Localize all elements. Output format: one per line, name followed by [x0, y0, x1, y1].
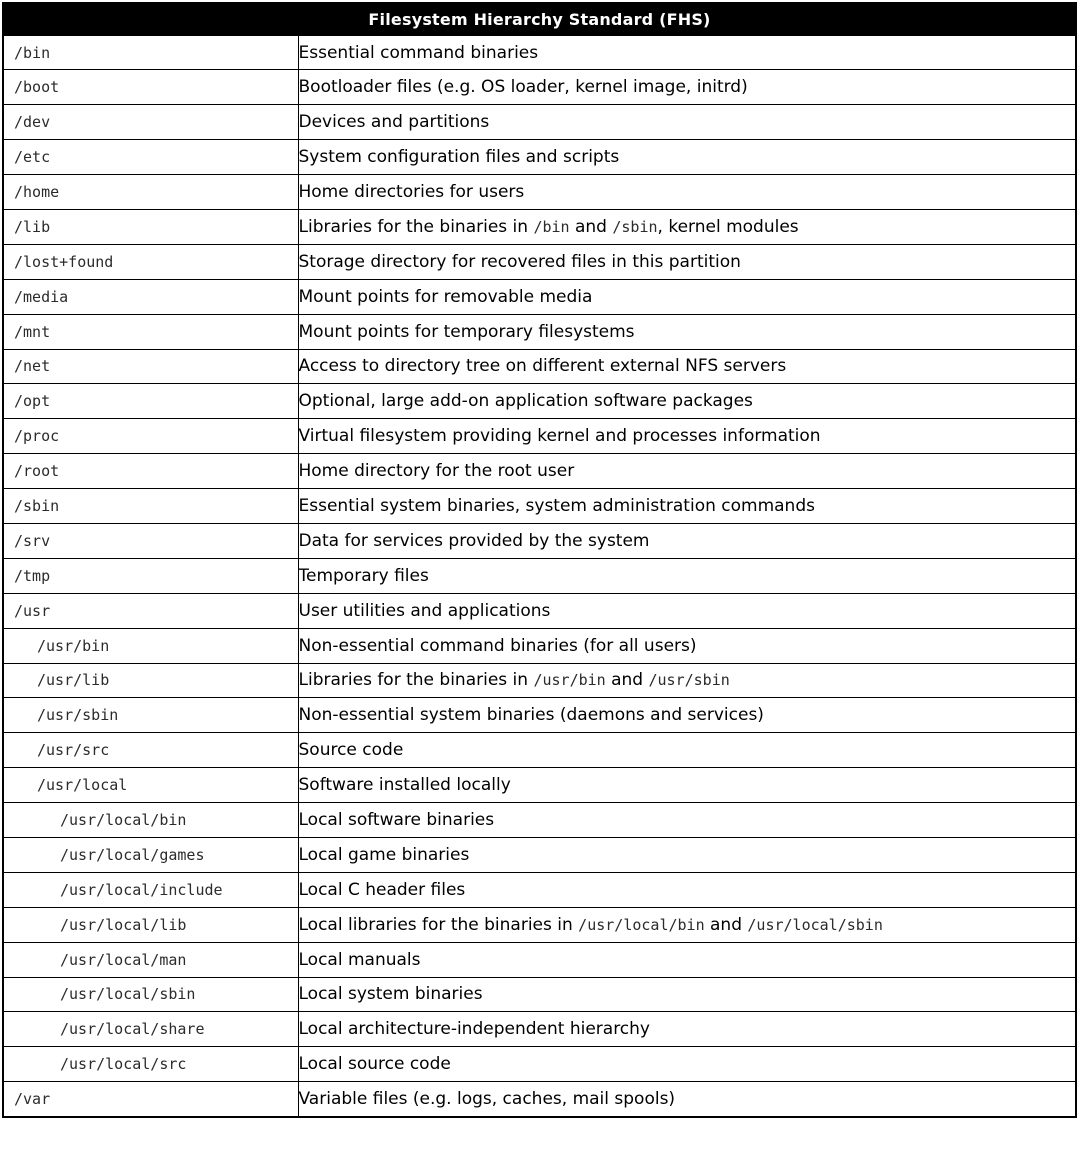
path-cell: /usr/bin [3, 628, 298, 663]
description-text: Local system binaries [298, 984, 483, 1005]
table-row [3, 768, 1076, 803]
description-cell [298, 140, 1076, 175]
description-text: Libraries for the binaries in [298, 216, 534, 237]
description-cell [298, 698, 1076, 733]
description-text: Home directories for users [298, 182, 525, 202]
table-row [3, 70, 1076, 105]
description-text: Software installed locally [298, 775, 511, 796]
table-row [3, 384, 1076, 419]
table-row [3, 279, 1076, 314]
description-text: Temporary files [298, 565, 429, 586]
description-cell [298, 593, 1076, 628]
path-cell: /proc [3, 419, 298, 454]
description-cell [298, 942, 1076, 977]
description-cell [298, 209, 1076, 244]
description-text: Local source code [298, 1054, 451, 1075]
inline-path-text: /sbin [612, 217, 658, 236]
table-row [3, 35, 1076, 70]
description-text: Local manuals [298, 949, 421, 970]
description-text: and [605, 670, 649, 691]
description-cell [298, 558, 1076, 593]
description-text: Data for services provided by the system [298, 530, 650, 551]
description-text: Essential command binaries [298, 42, 539, 63]
path-cell: /usr/local/games [3, 837, 298, 872]
description-text: Optional, large add-on application software packages [298, 391, 753, 412]
description-text: Local architecture-independent hierarchy [298, 1019, 650, 1040]
description-cell [298, 70, 1076, 105]
path-cell: /usr/local/include [3, 872, 298, 907]
path-cell: /usr/lib [3, 663, 298, 698]
description-cell [298, 244, 1076, 279]
description-cell [298, 454, 1076, 489]
description-text: Essential system binaries, system administration commands [298, 496, 815, 517]
description-cell [298, 733, 1076, 768]
path-cell: /srv [3, 523, 298, 558]
table-row [3, 907, 1076, 942]
path-cell: /lost+found [3, 244, 298, 279]
path-cell: /usr/src [3, 733, 298, 768]
table-row [3, 558, 1076, 593]
path-cell: /usr/local/bin [3, 803, 298, 838]
header-row [3, 3, 1076, 35]
description-text: Local C header files [298, 879, 466, 900]
inline-path-text: /usr/sbin [648, 671, 730, 690]
description-text: Mount points for temporary filesystems [298, 321, 635, 342]
description-cell [298, 768, 1076, 803]
description-cell [298, 489, 1076, 524]
description-text: Non-essential system binaries (daemons and services) [298, 705, 764, 726]
description-cell [298, 419, 1076, 454]
fhs-table [2, 2, 1077, 1118]
table-row [3, 523, 1076, 558]
path-cell: /net [3, 349, 298, 384]
description-text: Mount points for removable media [298, 286, 593, 307]
table-row [3, 349, 1076, 384]
description-cell [298, 384, 1076, 419]
description-text: Devices and partitions [298, 112, 490, 133]
description-text: Storage directory for recovered files in this partition [298, 251, 741, 272]
description-text: Local libraries for the binaries in [298, 914, 579, 935]
path-cell: /usr/local/lib [3, 907, 298, 942]
path-cell: /lib [3, 209, 298, 244]
description-text: Virtual filesystem providing kernel and processes information [298, 426, 821, 447]
path-cell: /sbin [3, 489, 298, 524]
path-cell: /usr/local/share [3, 1012, 298, 1047]
description-text: Local game binaries [298, 844, 470, 865]
path-cell: /usr/local/man [3, 942, 298, 977]
description-text: Local software binaries [298, 810, 495, 831]
path-cell: /var [3, 1082, 298, 1117]
path-cell: /root [3, 454, 298, 489]
path-cell: /usr/sbin [3, 698, 298, 733]
description-cell [298, 1047, 1076, 1082]
description-text: and [704, 914, 748, 935]
path-cell: /mnt [3, 314, 298, 349]
path-cell: /media [3, 279, 298, 314]
description-cell [298, 279, 1076, 314]
description-cell [298, 907, 1076, 942]
table-row [3, 209, 1076, 244]
table-row [3, 1082, 1076, 1117]
description-text: System configuration files and scripts [298, 147, 620, 168]
table-row [3, 698, 1076, 733]
table-row [3, 663, 1076, 698]
inline-path-text: /usr/bin [533, 671, 606, 690]
description-text: User utilities and applications [298, 600, 551, 621]
description-cell [298, 523, 1076, 558]
table-row [3, 140, 1076, 175]
description-text: Libraries for the binaries in [298, 670, 534, 691]
description-cell [298, 872, 1076, 907]
description-cell [298, 105, 1076, 140]
description-text: Variable files (e.g. logs, caches, mail spools) [298, 1088, 676, 1109]
path-cell: /dev [3, 105, 298, 140]
path-cell: /etc [3, 140, 298, 175]
description-text: Non-essential command binaries (for all users) [298, 635, 697, 656]
description-cell [298, 1012, 1076, 1047]
description-cell [298, 977, 1076, 1012]
table-row [3, 419, 1076, 454]
table-row [3, 175, 1076, 210]
table-row [3, 837, 1076, 872]
description-cell [298, 1082, 1076, 1117]
description-text: and [569, 216, 613, 237]
path-cell: /bin [3, 35, 298, 70]
table-row [3, 733, 1076, 768]
table-row [3, 593, 1076, 628]
description-cell [298, 663, 1076, 698]
description-text: Bootloader files (e.g. OS loader, kernel image, initrd) [298, 77, 748, 98]
table-row [3, 803, 1076, 838]
table-row [3, 314, 1076, 349]
table-row [3, 628, 1076, 663]
table-row [3, 454, 1076, 489]
table-row [3, 942, 1076, 977]
path-cell: /boot [3, 70, 298, 105]
description-cell [298, 837, 1076, 872]
path-cell: /tmp [3, 558, 298, 593]
table-row [3, 489, 1076, 524]
description-cell [298, 628, 1076, 663]
path-cell: /usr/local/sbin [3, 977, 298, 1012]
description-text: , kernel modules [657, 216, 799, 237]
table-row [3, 105, 1076, 140]
inline-path-text: /usr/local/bin [578, 915, 705, 934]
description-cell [298, 349, 1076, 384]
description-text: Home directory for the root user [298, 461, 575, 482]
table-body [3, 35, 1076, 1117]
table-row [3, 977, 1076, 1012]
table-row [3, 1012, 1076, 1047]
description-cell [298, 35, 1076, 70]
path-cell: /usr/local [3, 768, 298, 803]
description-cell [298, 175, 1076, 210]
inline-path-text: /bin [533, 217, 570, 236]
table-row [3, 872, 1076, 907]
path-cell: /home [3, 175, 298, 210]
description-text: Access to directory tree on different external NFS servers [298, 356, 787, 377]
inline-path-text: /usr/local/sbin [747, 915, 883, 934]
description-text: Source code [298, 740, 404, 761]
path-cell: /usr/local/src [3, 1047, 298, 1082]
path-cell: /usr [3, 593, 298, 628]
description-cell [298, 314, 1076, 349]
table-title: Filesystem Hierarchy Standard (FHS) [3, 3, 1076, 35]
table-row [3, 244, 1076, 279]
path-cell: /opt [3, 384, 298, 419]
description-cell [298, 803, 1076, 838]
table-row [3, 1047, 1076, 1082]
